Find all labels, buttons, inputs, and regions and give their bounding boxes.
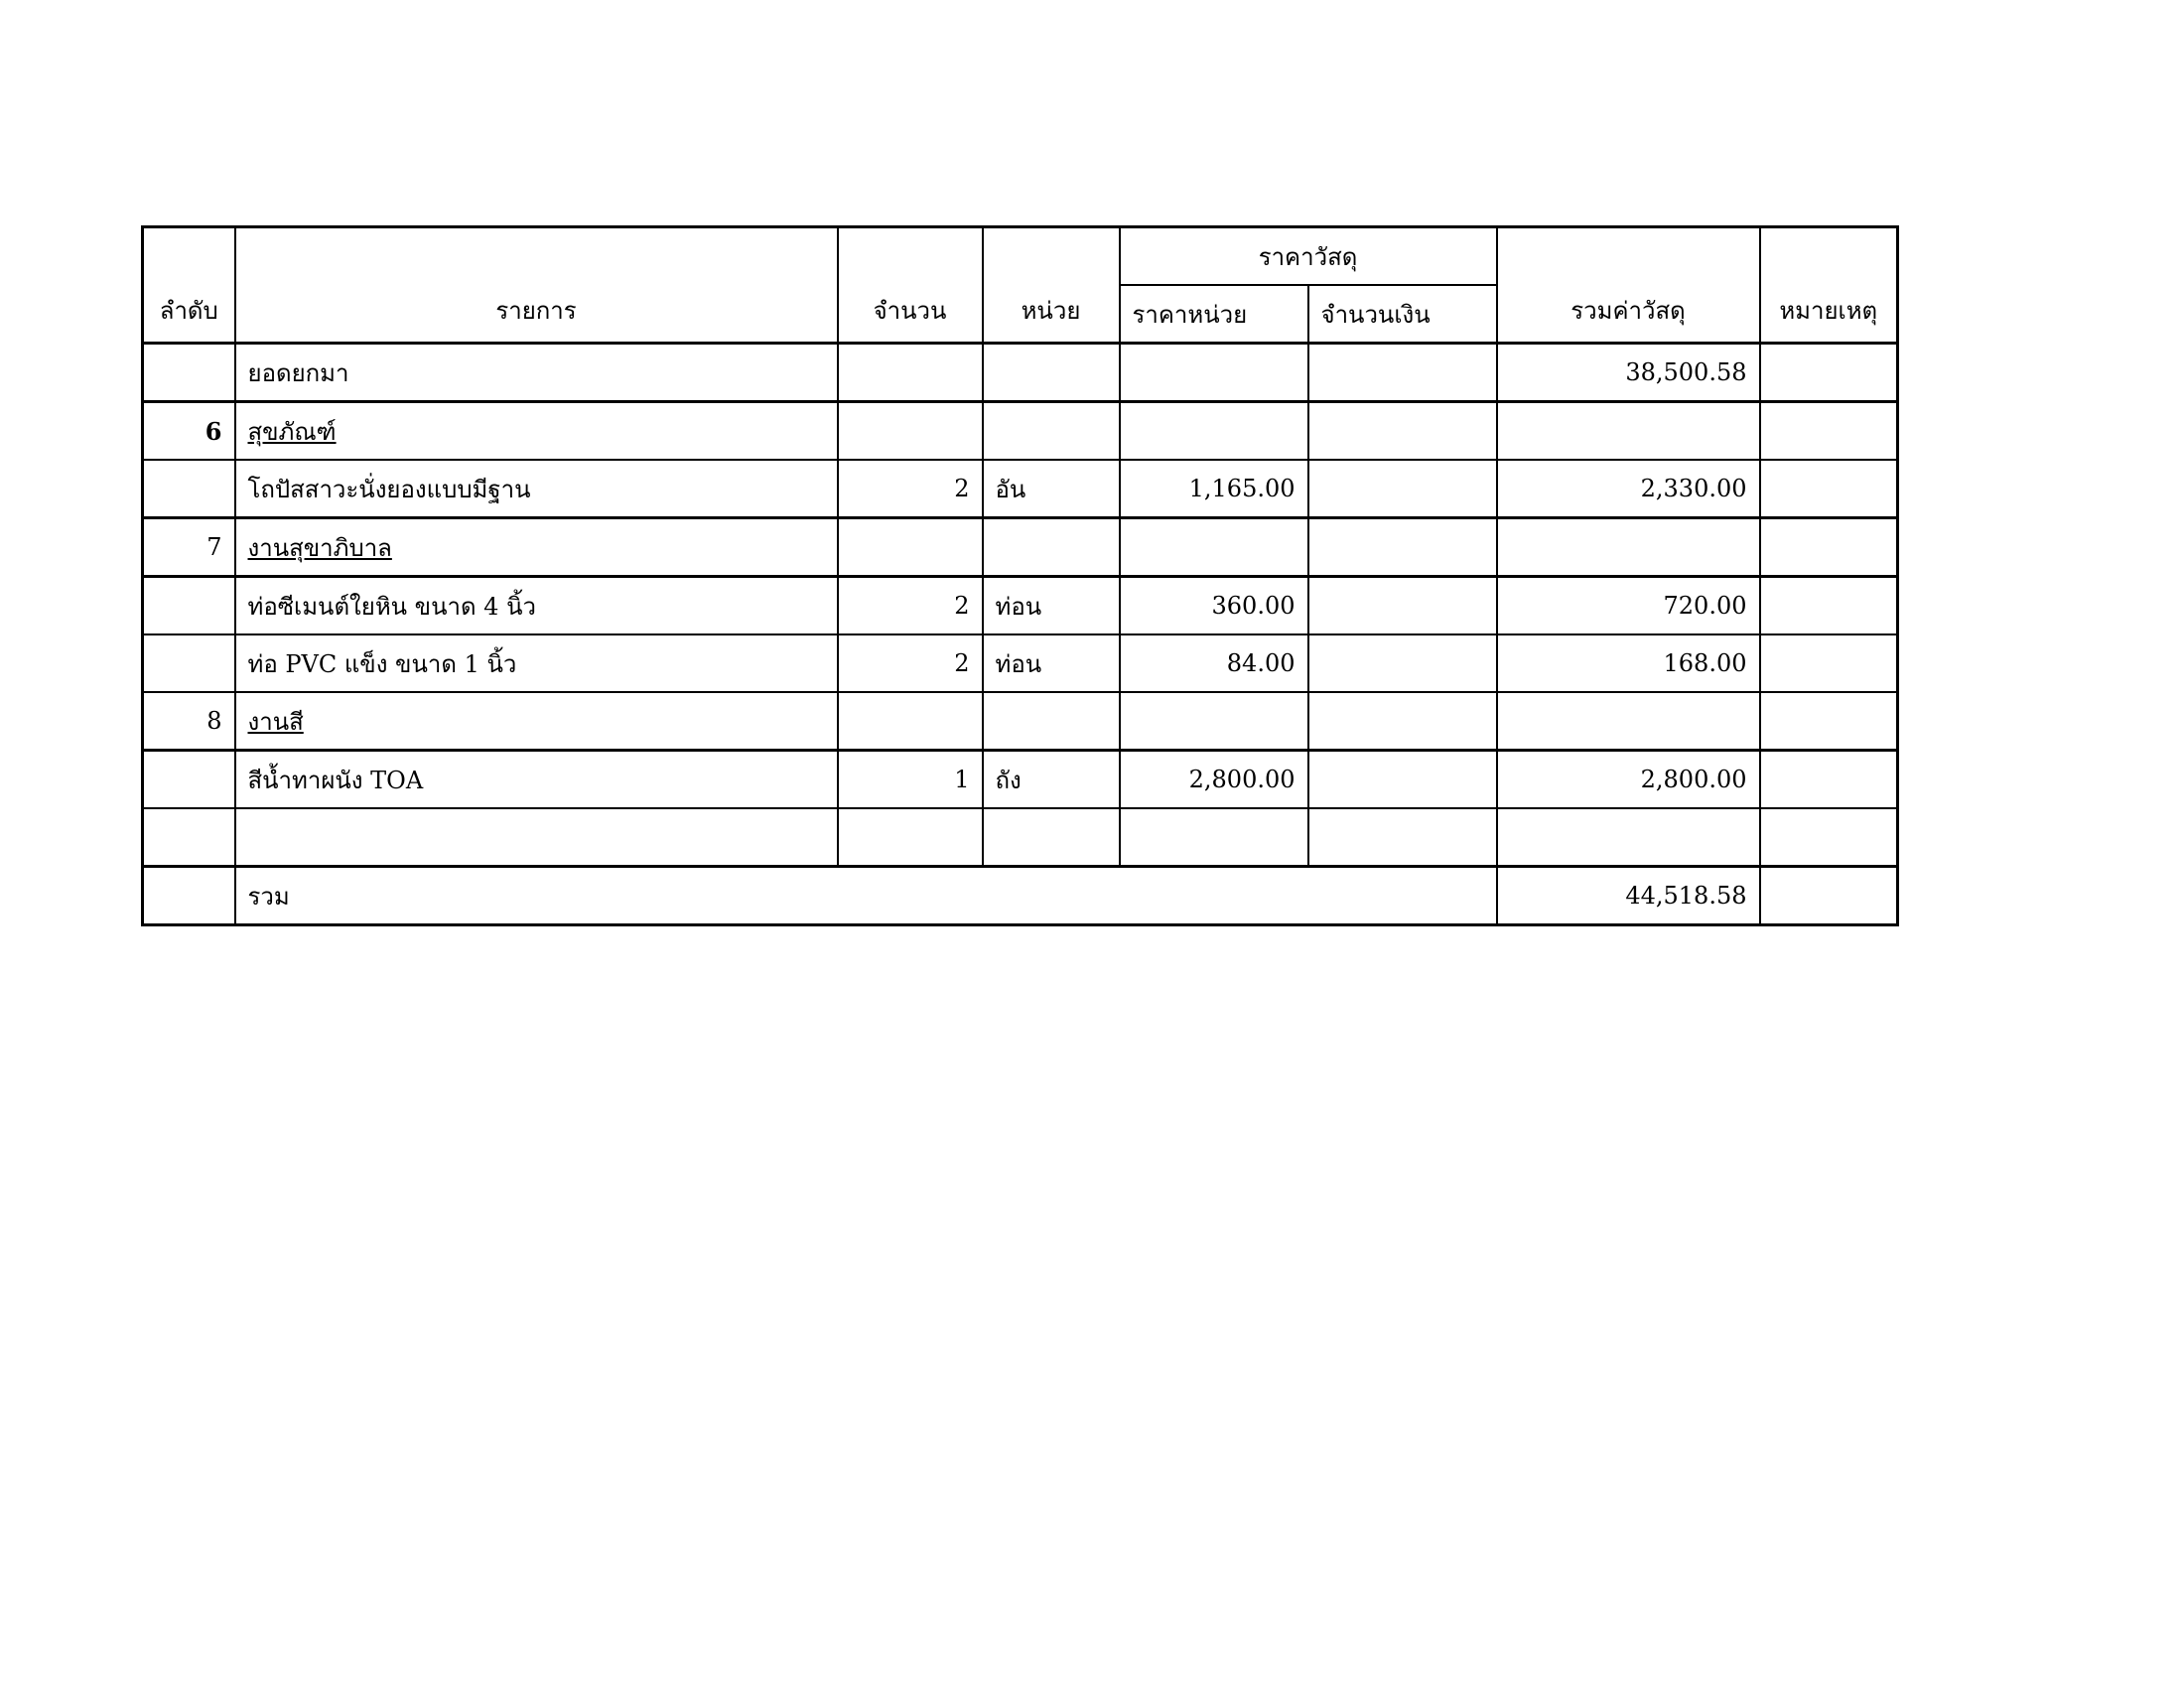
- cell-unit: ท่อน: [983, 577, 1120, 635]
- cell-unit: ท่อน: [983, 634, 1120, 692]
- header-material-price: ราคาวัสดุ: [1120, 227, 1497, 286]
- cell-remark: [1760, 577, 1898, 635]
- cell-qty: 2: [838, 634, 983, 692]
- cell-qty: 2: [838, 460, 983, 518]
- table-row: [143, 460, 1898, 518]
- cell-item: สีน้ำทาผนัง TOA: [235, 751, 838, 809]
- cell-total: [1497, 402, 1760, 461]
- cell-qty: [838, 344, 983, 402]
- cell-remark: [1760, 634, 1898, 692]
- total-label: รวม: [235, 867, 1497, 925]
- table-row: [143, 692, 1898, 751]
- cell-qty: [838, 692, 983, 751]
- cell-unit: [983, 808, 1120, 867]
- cell-amount: [1308, 402, 1497, 461]
- cell-amount: [1308, 344, 1497, 402]
- cell-no: [143, 344, 235, 402]
- cell-no: [143, 808, 235, 867]
- cell-qty: [838, 808, 983, 867]
- cell-unit-price: 2,800.00: [1120, 751, 1308, 809]
- material-cost-table: [141, 225, 1899, 926]
- cell-unit-price: [1120, 692, 1308, 751]
- table-row: [143, 634, 1898, 692]
- cell-amount: [1308, 808, 1497, 867]
- cell-unit-price: [1120, 518, 1308, 577]
- table-row: [143, 577, 1898, 635]
- cell-total: [1497, 692, 1760, 751]
- header-unit: หน่วย: [983, 227, 1120, 344]
- cell-amount: [1308, 634, 1497, 692]
- cell-amount: [1308, 577, 1497, 635]
- cell-qty: 2: [838, 577, 983, 635]
- cell-remark: [1760, 518, 1898, 577]
- cell-remark: [1760, 692, 1898, 751]
- header-material-total: รวมค่าวัสดุ: [1497, 227, 1760, 344]
- table-row: [143, 751, 1898, 809]
- cell-no: [143, 751, 235, 809]
- total-row: [143, 867, 1898, 925]
- cell-unit-price: [1120, 402, 1308, 461]
- cell-no: 8: [143, 692, 235, 751]
- cell-qty: [838, 402, 983, 461]
- cell-remark: [1760, 460, 1898, 518]
- cell-item-section: งานสุขาภิบาล: [235, 518, 838, 577]
- cell-unit-price: 84.00: [1120, 634, 1308, 692]
- cell-item: [235, 808, 838, 867]
- cell-item: ท่อซีเมนต์ใยหิน ขนาด 4 นิ้ว: [235, 577, 838, 635]
- cell-unit-price: [1120, 808, 1308, 867]
- header-no: ลำดับ: [143, 227, 235, 344]
- cell-item-section: สุขภัณฑ์: [235, 402, 838, 461]
- cell-no: [143, 867, 235, 925]
- cell-item-section: งานสี: [235, 692, 838, 751]
- cell-amount: [1308, 692, 1497, 751]
- cell-amount: [1308, 460, 1497, 518]
- cell-qty: [838, 518, 983, 577]
- cell-no: 6: [143, 402, 235, 461]
- header-amount: จำนวนเงิน: [1308, 285, 1497, 344]
- table-row: [143, 808, 1898, 867]
- cell-qty: 1: [838, 751, 983, 809]
- cell-remark: [1760, 751, 1898, 809]
- header-remark: หมายเหตุ: [1760, 227, 1898, 344]
- cell-amount: [1308, 518, 1497, 577]
- cell-unit: [983, 402, 1120, 461]
- cell-item: โถปัสสาวะนั่งยองแบบมีฐาน: [235, 460, 838, 518]
- cell-remark: [1760, 344, 1898, 402]
- cell-item: ท่อ PVC แข็ง ขนาด 1 นิ้ว: [235, 634, 838, 692]
- cell-total: 168.00: [1497, 634, 1760, 692]
- cell-amount: [1308, 751, 1497, 809]
- cell-unit: [983, 344, 1120, 402]
- cell-no: 7: [143, 518, 235, 577]
- cell-item: ยอดยกมา: [235, 344, 838, 402]
- cell-remark: [1760, 808, 1898, 867]
- cell-total: [1497, 518, 1760, 577]
- table-body: [143, 227, 1898, 925]
- cell-unit: อัน: [983, 460, 1120, 518]
- cell-total: 2,330.00: [1497, 460, 1760, 518]
- cell-unit: [983, 518, 1120, 577]
- cell-unit-price: 1,165.00: [1120, 460, 1308, 518]
- cell-unit: ถัง: [983, 751, 1120, 809]
- cell-total: 720.00: [1497, 577, 1760, 635]
- cell-unit-price: [1120, 344, 1308, 402]
- cell-no: [143, 460, 235, 518]
- table-row: [143, 344, 1898, 402]
- cell-total: 38,500.58: [1497, 344, 1760, 402]
- cell-total: 2,800.00: [1497, 751, 1760, 809]
- cell-remark: [1760, 867, 1898, 925]
- cell-total: [1497, 808, 1760, 867]
- cell-no: [143, 577, 235, 635]
- header-row-1: [143, 227, 1898, 286]
- table-row: [143, 518, 1898, 577]
- cell-unit: [983, 692, 1120, 751]
- header-item: รายการ: [235, 227, 838, 344]
- table-row: [143, 402, 1898, 461]
- cell-no: [143, 634, 235, 692]
- header-qty: จำนวน: [838, 227, 983, 344]
- header-unit-price: ราคาหน่วย: [1120, 285, 1308, 344]
- cell-unit-price: 360.00: [1120, 577, 1308, 635]
- cell-remark: [1760, 402, 1898, 461]
- total-value: 44,518.58: [1497, 867, 1760, 925]
